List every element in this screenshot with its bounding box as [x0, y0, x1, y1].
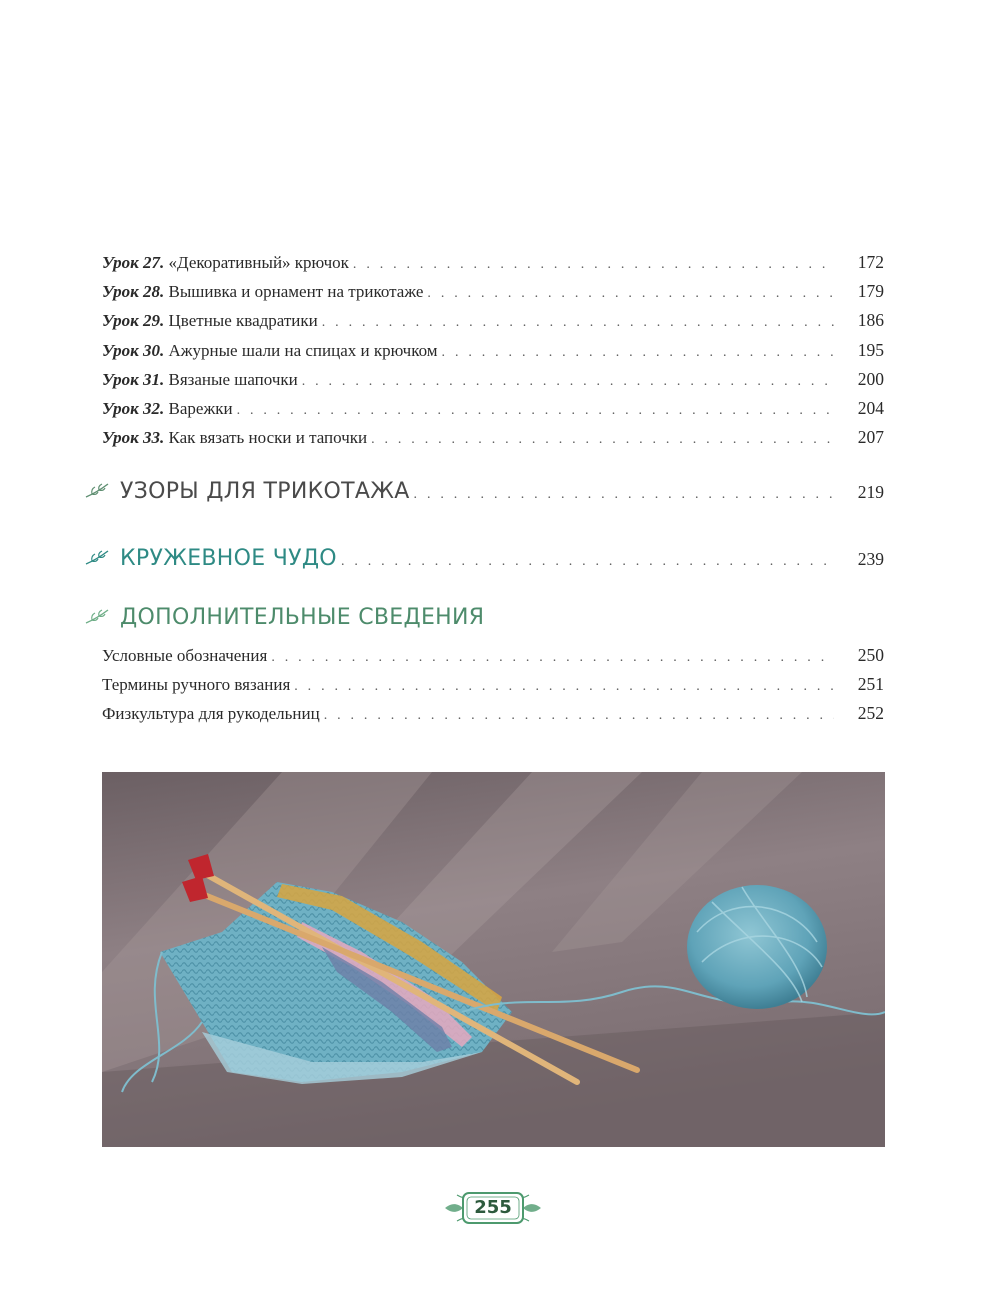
lesson-prefix: Урок 32. — [102, 398, 165, 418]
page-number: 251 — [857, 674, 884, 695]
page-number: 186 — [857, 310, 884, 331]
dot-leader — [294, 672, 834, 701]
page-number: 219 — [857, 482, 884, 502]
page-number: 207 — [857, 427, 884, 448]
toc-entry[interactable] — [102, 336, 884, 365]
dot-leader — [324, 701, 834, 730]
section-title: УЗОРЫ ДЛЯ ТРИКОТАЖА — [120, 479, 410, 504]
toc-entry[interactable] — [102, 394, 884, 423]
page-number: 200 — [857, 368, 884, 389]
page-number: 172 — [857, 252, 884, 272]
lesson-title: Как вязать носки и тапочки — [168, 428, 368, 448]
dot-leader — [237, 396, 834, 425]
page-number: 252 — [857, 703, 884, 724]
page-number: 195 — [857, 339, 884, 360]
page-number: 239 — [857, 549, 884, 569]
lesson-title: Варежки — [168, 398, 233, 418]
sprig-icon — [84, 481, 110, 501]
knitting-photo — [102, 772, 885, 1147]
dot-leader — [414, 487, 834, 503]
dot-leader — [427, 279, 834, 308]
toc-entry[interactable] — [102, 277, 884, 306]
toc-section-patterns[interactable] — [84, 478, 884, 504]
toc-entry[interactable] — [102, 699, 884, 728]
toc-section-lace[interactable] — [84, 545, 884, 571]
lesson-title: Вязаные шапочки — [168, 369, 298, 389]
page-number: 250 — [857, 645, 884, 665]
dot-leader — [322, 308, 834, 337]
entry-title: Физкультура для рукодельниц — [102, 704, 320, 724]
sprig-icon — [84, 607, 110, 627]
knitting-illustration — [102, 772, 885, 1147]
lesson-prefix: Урок 28. — [102, 282, 165, 302]
lesson-prefix: Урок 29. — [102, 311, 165, 331]
dot-leader — [442, 338, 834, 367]
lesson-list — [102, 248, 884, 452]
page-number-footer — [443, 1183, 543, 1233]
lesson-title: Цветные квадратики — [168, 311, 318, 331]
toc-section-additional[interactable] — [84, 604, 884, 630]
toc-entry[interactable] — [102, 365, 884, 394]
lesson-prefix: Урок 30. — [102, 340, 165, 360]
dot-leader — [271, 643, 834, 672]
appendix-list — [102, 641, 884, 729]
dot-leader — [371, 425, 834, 454]
toc-entry[interactable] — [102, 641, 884, 670]
dot-leader — [302, 367, 834, 396]
lesson-prefix: Урок 33. — [102, 428, 165, 448]
dot-leader — [341, 554, 834, 570]
lesson-title: «Декоративный» крючок — [168, 253, 349, 272]
page-number: 204 — [857, 397, 884, 418]
page-number: 255 — [474, 1197, 512, 1218]
entry-title: Условные обозначения — [102, 646, 268, 665]
section-title: ДОПОЛНИТЕЛЬНЫЕ СВЕДЕНИЯ — [120, 605, 485, 630]
page-number: 179 — [857, 281, 884, 302]
toc-entry[interactable] — [102, 306, 884, 335]
lesson-title: Вышивка и орнамент на трикотаже — [168, 282, 424, 302]
lesson-prefix: Урок 31. — [102, 369, 165, 389]
entry-title: Термины ручного вязания — [102, 675, 291, 695]
toc-entry[interactable] — [102, 248, 884, 277]
sprig-icon — [84, 548, 110, 568]
lesson-prefix: Урок 27. — [102, 253, 165, 272]
section-title: КРУЖЕВНОЕ ЧУДО — [120, 546, 337, 571]
dot-leader — [353, 250, 834, 279]
toc-entry[interactable] — [102, 670, 884, 699]
lesson-title: Ажурные шали на спицах и крючком — [168, 340, 438, 360]
toc-entry[interactable] — [102, 423, 884, 452]
